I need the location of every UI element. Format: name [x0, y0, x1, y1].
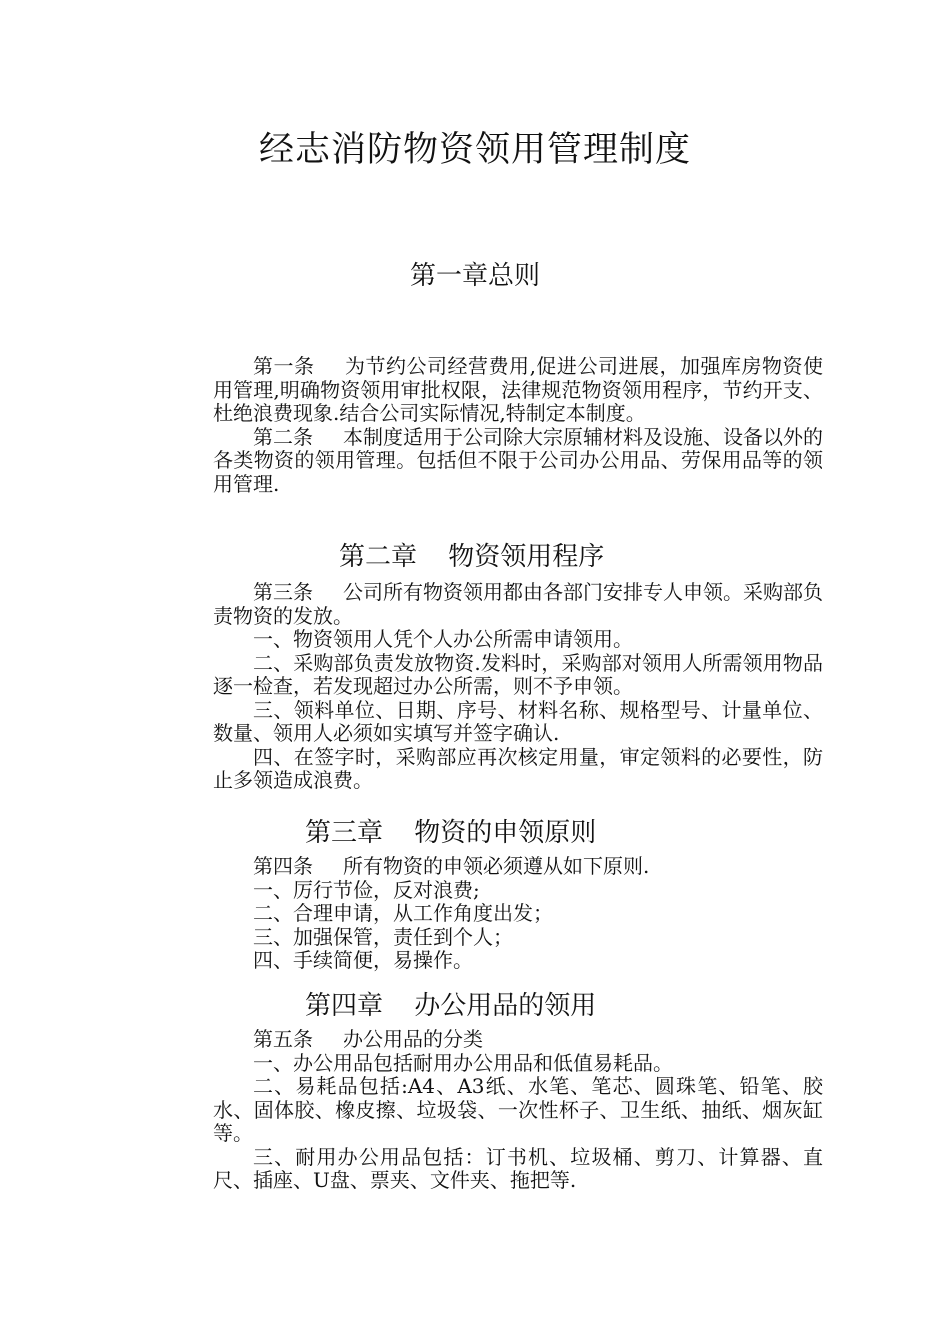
- chapter-2-number: 第二章: [339, 542, 418, 572]
- article-1: [213, 355, 823, 426]
- chapter-2-name: 物资领用程序: [448, 542, 605, 572]
- chapter-3-heading: [213, 815, 823, 851]
- article-5-label: 第五条: [253, 1027, 313, 1051]
- article-1-label: 第一条: [253, 354, 315, 378]
- list-item: 一、办公用品包括耐用办公用品和低值易耗品。: [253, 1050, 673, 1075]
- article-3-text: 公司所有物资领用都由各部门安排专人申领。采购部负责物资的发放。: [213, 580, 823, 628]
- chapter-2-section: [213, 539, 823, 793]
- article-1-text: 为节约公司经营费用,促进公司进展，加强库房物资使用管理,明确物资领用审批权限，法律规范物资领用程序，节约开支、杜绝浪费现象.结合公司实际情况,特制定本制度。: [213, 354, 823, 425]
- list-item: 一、厉行节俭，反对浪费;: [253, 877, 480, 902]
- chapter-2-heading: [213, 539, 823, 575]
- list-item: 一、物资领用人凭个人办公所需申请领用。: [253, 627, 633, 651]
- chapter-4-name: 办公用品的领用: [414, 991, 597, 1021]
- chapter-4-number: 第四章: [305, 991, 384, 1021]
- chapter-1-body: [213, 355, 823, 496]
- list-item: 三、加强保管，责任到个人；: [253, 924, 513, 949]
- article-2-label: 第二条: [253, 424, 313, 449]
- article-4-text: 所有物资的申领必须遵从如下原则.: [343, 854, 650, 878]
- list-item: 二、采购部负责发放物资.发料时，采购部对领用人所需领用物品逐一检查，若发现超过办公所需，则不予申领。: [213, 650, 823, 698]
- chapter-4-heading: [213, 988, 823, 1024]
- list-item: 三、领料单位、日期、序号、材料名称、规格型号、计量单位、数量、领用人必须如实填写并签字确认.: [213, 697, 823, 745]
- document-title: 经志消防物资领用管理制度: [258, 130, 691, 170]
- article-3: [213, 581, 823, 628]
- chapter-3-section: [213, 815, 823, 973]
- list-item: 四、在签字时，采购部应再次核定用量，审定领料的必要性，防止多领造成浪费。: [213, 744, 823, 792]
- list-item: 三、耐用办公用品包括：订书机、垃圾桶、剪刀、计算器、直尺、插座、U盘、票夹、文件夹、拖把等.: [213, 1144, 823, 1192]
- list-item: 二、合理申请，从工作角度出发；: [253, 901, 553, 925]
- article-2-text: 本制度适用于公司除大宗原辅材料及设施、设备以外的各类物资的领用管理。包括但不限于公司办公用品、劳保用品等的领用管理.: [213, 424, 823, 496]
- chapter-3-name: 物资的申领原则: [414, 818, 597, 848]
- list-item: 二、易耗品包括:A4、A3纸、水笔、笔芯、圆珠笔、铅笔、胶水、固体胶、橡皮擦、垃圾袋、一次性杯子、卫生纸、抽纸、烟灰缸等。: [213, 1074, 823, 1145]
- chapter-1-heading: 第一章总则: [409, 261, 540, 291]
- article-5: [213, 1028, 823, 1052]
- chapter-3-number: 第三章: [305, 818, 384, 848]
- article-3-label: 第三条: [253, 580, 313, 604]
- list-item: 四、手续简便，易操作。: [253, 948, 473, 972]
- article-4: [213, 855, 823, 879]
- chapter-4-section: [213, 988, 823, 1193]
- article-4-label: 第四条: [253, 854, 313, 878]
- article-2: [213, 426, 823, 497]
- article-5-text: 办公用品的分类: [343, 1027, 483, 1051]
